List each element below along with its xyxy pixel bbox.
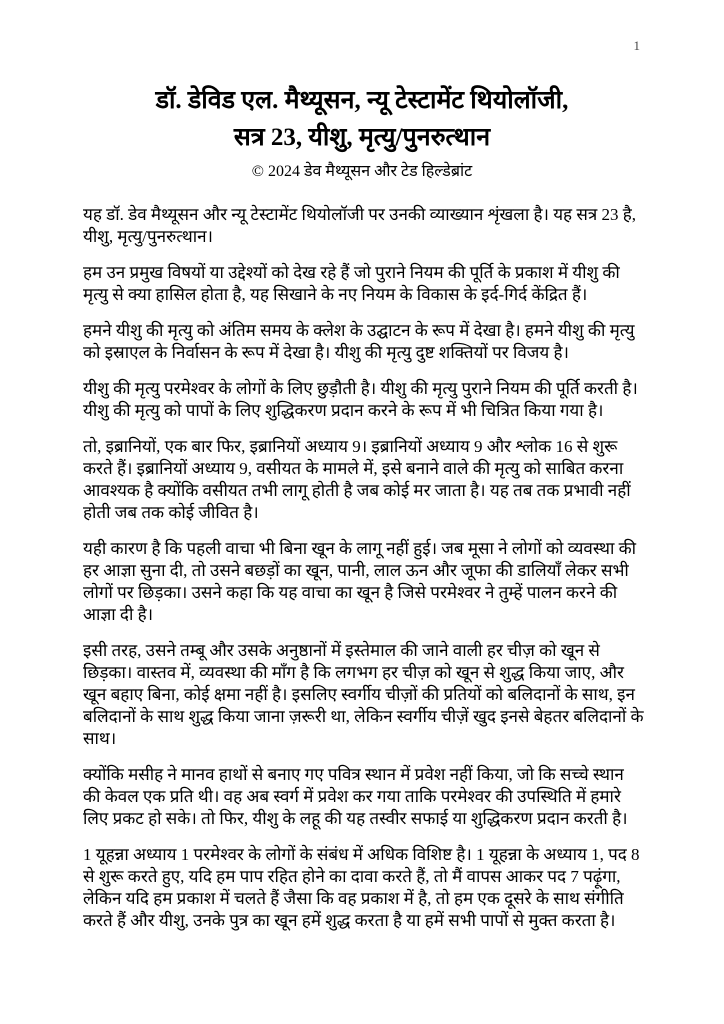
paragraph-4: यीशु की मृत्यु परमेश्वर के लोगों के लिए छुड़ौती है। यीशु की मृत्यु पुराने नियम की पूर्ति करती है। यीशु की मृत्यु को पापों के लिए शुद्धिकरण प्रदान करने के रूप में भी चित्रित किया गया है। xyxy=(83,379,638,420)
paragraph-7: इसी तरह, उसने तम्बू और उसके अनुष्ठानों में इस्तेमाल की जाने वाली हर चीज़ को खून से छिड़का। वास्तव में, व्यवस्था की माँग है कि लगभग हर चीज़ को खून से शुद्ध किया जाए, और खून बहाए बिना, कोई क्षमा नहीं है। इसलिए स्वर्गीय चीज़ों की प्रतियों को बलिदानों के साथ, इन बलिदानों के साथ शुद्ध किया जाना ज़रूरी था, लेकिन स्वर्गीय चीज़ें खुद इनसे बेहतर बलिदानों के साथ। xyxy=(83,641,644,748)
paragraph-8: क्योंकि मसीह ने मानव हाथों से बनाए गए पवित्र स्थान में प्रवेश नहीं किया, जो कि सच्चे स्थान की केवल एक प्रति थी। वह अब स्वर्ग में प्रवेश कर गया ताकि परमेश्वर की उपस्थिति में हमारे लिए प्रकट हो सके। तो फिर, यीशु के लहू की यह तस्वीर सफाई या शुद्धिकरण प्रदान करती है। xyxy=(83,765,628,828)
page-number: 1 xyxy=(633,38,640,53)
document-body xyxy=(83,204,645,932)
paragraph-5: तो, इब्रानियों, एक बार फिर, इब्रानियों अध्याय 9। इब्रानियों अध्याय 9 और श्लोक 16 से शुरू करते हैं। इब्रानियों अध्याय 9, वसीयत के मामले में, इसे बनाने वाले की मृत्यु को साबित करना आवश्यक है क्योंकि वसीयत तभी लागू होती है जब कोई मर जाता है। यह तब तक प्रभावी नहीं होती जब तक कोई जीवित है। xyxy=(83,437,631,522)
paragraph-9: 1 यूहन्ना अध्याय 1 परमेश्वर के लोगों के संबंध में अधिक विशिष्ट है। 1 यूहन्ना के अध्याय 1, पद 8 से शुरू करते हुए, यदि हम पाप रहित होने का दावा करते हैं, तो मैं वापस आकर पद 7 पढ़ूंगा, लेकिन यदि हम प्रकाश में चलते हैं जैसा कि वह प्रकाश में है, तो हम एक दूसरे के साथ संगीति करते हैं और यीशु, उनके पुत्र का खून हमें शुद्ध करता है या हमें सभी पापों से मुक्त करता है। xyxy=(83,845,640,930)
paragraph-6: यही कारण है कि पहली वाचा भी बिना खून के लागू नहीं हुई। जब मूसा ने लोगों को व्यवस्था की हर आज्ञा सुना दी, तो उसने बछड़ों का खून, पानी, लाल ऊन और जूफा की डालियाँ लेकर सभी लोगों पर छिड़का। उसने कहा कि यह वाचा का खून है जिसे परमेश्वर ने तुम्हें पालन करने की आज्ञा दी है। xyxy=(83,539,637,624)
document-title xyxy=(0,82,724,156)
copyright-line: © 2024 डेव मैथ्यूसन और टेड हिल्डेब्रांट xyxy=(251,163,473,180)
document-header xyxy=(0,82,724,182)
paragraph-2: हम उन प्रमुख विषयों या उद्देश्यों को देख रहे हैं जो पुराने नियम की पूर्ति के प्रकाश में यीशु की मृत्यु से क्या हासिल होता है, यह सिखाने के नए नियम के विकास के इर्द-गिर्द केंद्रित हैं। xyxy=(83,263,620,304)
paragraph-1: यह डॉ. डेव मैथ्यूसन और न्यू टेस्टामेंट थियोलॉजी पर उनकी व्याख्यान शृंखला है। यह सत्र 23 है, यीशु, मृत्यु/पुनरुत्थान। xyxy=(83,205,636,246)
title-line-1: डॉ. डेविड एल. मैथ्यूसन, न्यू टेस्टामेंट थियोलॉजी, xyxy=(155,87,569,114)
title-line-2: सत्र 23, यीशु, मृत्यु/पुनरुत्थान xyxy=(233,124,491,151)
paragraph-3: हमने यीशु की मृत्यु को अंतिम समय के क्लेश के उद्घाटन के रूप में देखा है। हमने यीशु की मृत्यु को इस्राएल के निर्वासन के रूप में देखा है। यीशु की मृत्यु दुष्ट शक्तियों पर विजय है। xyxy=(83,321,635,362)
